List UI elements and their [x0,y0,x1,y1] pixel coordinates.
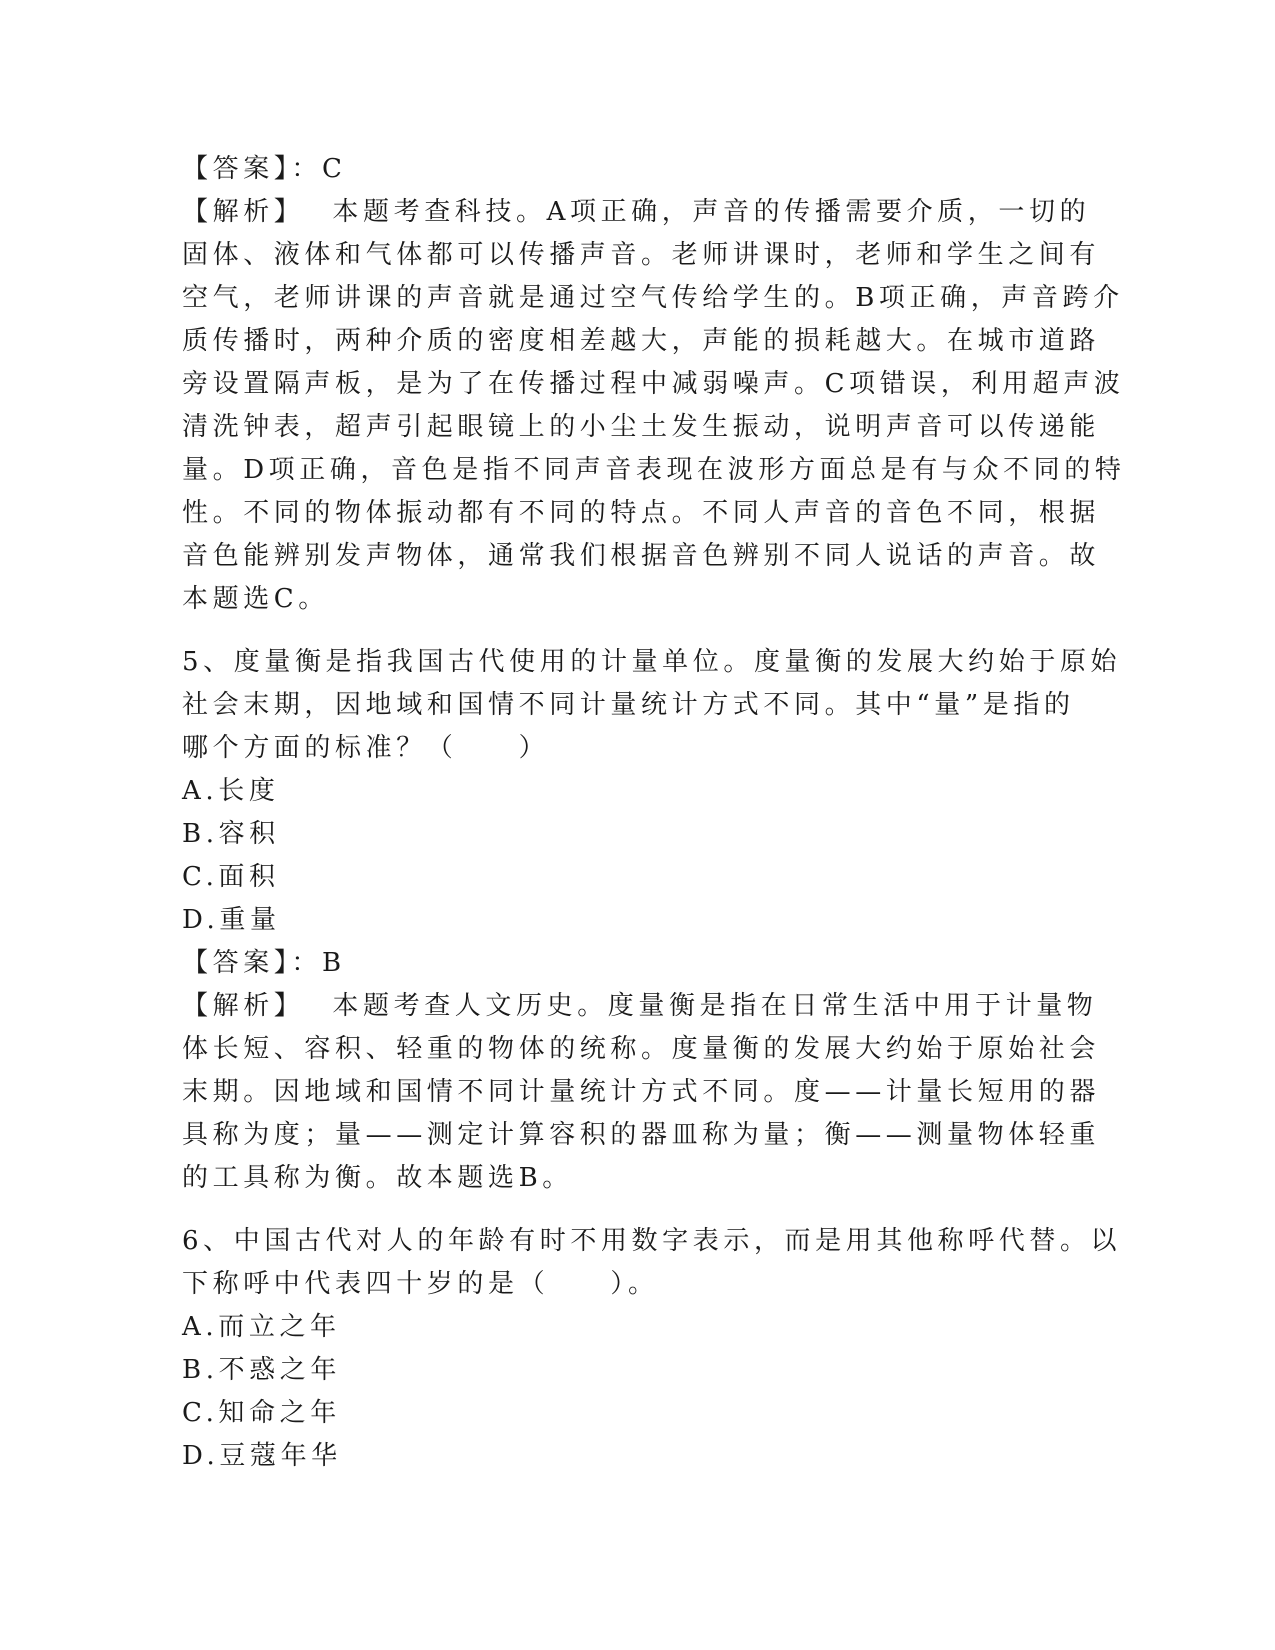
q5-option-d: D.重量 [182,905,281,935]
q4-explanation-line: 清洗钟表，超声引起眼镜上的小尘土发生振动，说明声音可以传递能 [182,412,1101,442]
q4-explanation-line: 本题选C。 [182,584,329,614]
q4-explanation-first-line [182,191,1091,234]
q6-stem-line: 下称呼中代表四十岁的是（ ）。 [182,1269,659,1299]
q5-answer: 【答案】：B [182,948,346,978]
q5-explanation-line: 具称为度；量——测定计算容积的器皿称为量；衡——测量物体轻重 [182,1120,1101,1150]
q4-explanation-line: 质传播时，两种介质的密度相差越大，声能的损耗越大。在城市道路 [182,326,1101,356]
q5-explanation-line: 末期。因地域和国情不同计量统计方式不同。度——计量长短用的器 [182,1077,1101,1107]
q5-option-a: A.长度 [182,776,280,806]
q4-explanation-text: 本题考查科技。A项正确，声音的传播需要介质，一切的 [332,197,1091,227]
document-page [182,148,1126,1478]
q4-explanation-line: 旁设置隔声板，是为了在传播过程中减弱噪声。C项错误，利用超声波 [182,369,1125,399]
q4-explanation-line: 固体、液体和气体都可以传播声音。老师讲课时，老师和学生之间有 [182,240,1101,270]
q5-explanation-line: 的工具称为衡。故本题选B。 [182,1163,573,1193]
q4-explanation-line: 音色能辨别发声物体，通常我们根据音色辨别不同人说话的声音。故 [182,541,1101,571]
q6-stem-line: 6、中国古代对人的年龄有时不用数字表示，而是用其他称呼代替。以 [182,1226,1122,1256]
q6-option-c: C.知命之年 [182,1398,341,1428]
q4-explanation-line: 空气，老师讲课的声音就是通过空气传给学生的。B项正确，声音跨介 [182,283,1124,313]
q4-explanation-label: 【解析】 [182,197,305,227]
q6-option-a: A.而立之年 [182,1312,341,1342]
q5-option-c: C.面积 [182,862,280,892]
q5-explanation-line: 体长短、容积、轻重的物体的统称。度量衡的发展大约始于原始社会 [182,1034,1101,1064]
q5-stem-line: 5、度量衡是指我国古代使用的计量单位。度量衡的发展大约始于原始 [182,647,1122,677]
q6-option-d: D.豆蔻年华 [182,1441,342,1471]
q5-explanation-label: 【解析】 [182,991,305,1021]
q4-answer: 【答案】：C [182,154,347,184]
q5-explanation-first-line [182,985,1098,1028]
q5-explanation-text: 本题考查人文历史。度量衡是指在日常生活中用于计量物 [332,991,1098,1021]
q6-option-b: B.不惑之年 [182,1355,341,1385]
q5-option-b: B.容积 [182,819,280,849]
q5-stem-line: 社会末期，因地域和国情不同计量统计方式不同。其中“量”是指的 [182,690,1075,720]
q5-stem-line: 哪个方面的标准？（ ） [182,733,550,763]
q4-explanation-line: 性。不同的物体振动都有不同的特点。不同人声音的音色不同，根据 [182,498,1101,528]
q4-explanation-line: 量。D项正确，音色是指不同声音表现在波形方面总是有与众不同的特 [182,455,1126,485]
